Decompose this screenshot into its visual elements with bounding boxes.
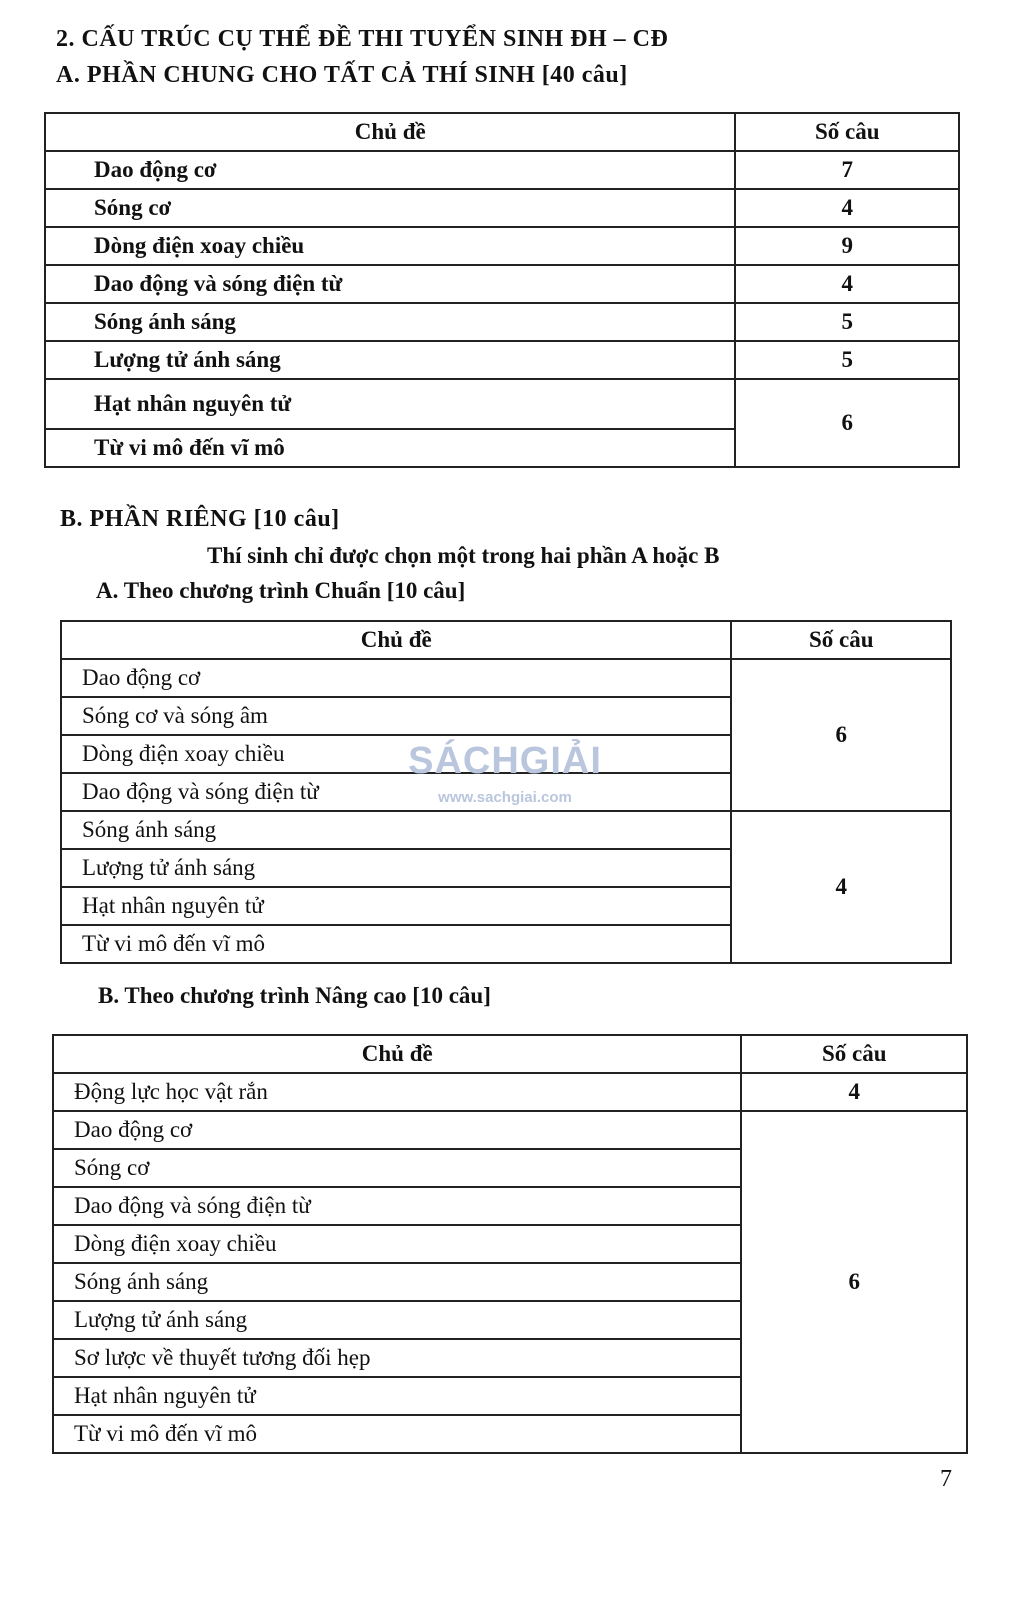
table-row [45, 189, 959, 227]
topic-cell: Hạt nhân nguyên tử [45, 379, 735, 429]
topic-cell: Hạt nhân nguyên tử [61, 887, 731, 925]
table-row [45, 303, 959, 341]
column-header-count: Số câu [731, 621, 951, 659]
count-cell: 6 [735, 379, 959, 467]
topic-cell: Sóng ánh sáng [61, 811, 731, 849]
topic-cell: Động lực học vật rắn [53, 1073, 741, 1111]
count-cell: 6 [731, 659, 951, 811]
table-row [45, 227, 959, 265]
table-header-row [45, 113, 959, 151]
watermark-url: www.sachgiai.com [438, 789, 572, 806]
column-header-topic: Chủ đề [45, 113, 735, 151]
topic-cell: Dao động và sóng điện từ [45, 265, 735, 303]
topic-cell: Lượng tử ánh sáng [53, 1301, 741, 1339]
watermark-logo: SÁCHGIẢI [408, 740, 602, 782]
topic-cell: Dao động cơ [61, 659, 731, 697]
table-header-row [53, 1035, 967, 1073]
table-header-row [61, 621, 951, 659]
topic-cell: Từ vi mô đến vĩ mô [61, 925, 731, 963]
topic-cell: Dao động và sóng điện từ [53, 1187, 741, 1225]
count-cell: 4 [731, 811, 951, 963]
page-number: 7 [940, 1466, 952, 1492]
table-row [53, 1111, 967, 1149]
topic-cell: Dao động cơ [45, 151, 735, 189]
topic-cell: Dòng điện xoay chiều [45, 227, 735, 265]
table-row [45, 265, 959, 303]
count-cell: 7 [735, 151, 959, 189]
table-row [61, 811, 951, 849]
topic-cell: Sóng ánh sáng [53, 1263, 741, 1301]
topic-cell: Hạt nhân nguyên tử [53, 1377, 741, 1415]
count-cell: 5 [735, 303, 959, 341]
table-row [45, 341, 959, 379]
section-heading-structure: 2. CẤU TRÚC CỤ THỂ ĐỀ THI TUYỂN SINH ĐH – CĐ [56, 26, 669, 52]
count-cell: 9 [735, 227, 959, 265]
topic-cell: Sóng cơ [45, 189, 735, 227]
topic-cell: Lượng tử ánh sáng [45, 341, 735, 379]
table-common-part [44, 112, 960, 468]
column-header-count: Số câu [735, 113, 959, 151]
topic-cell: Sóng cơ và sóng âm [61, 697, 731, 735]
table-advanced-program [52, 1034, 968, 1454]
topic-cell: Dòng điện xoay chiều [53, 1225, 741, 1263]
topic-cell: Sơ lược về thuyết tương đối hẹp [53, 1339, 741, 1377]
subsection-heading-advanced: B. Theo chương trình Nâng cao [10 câu] [98, 983, 491, 1008]
topic-cell: Từ vi mô đến vĩ mô [45, 429, 735, 467]
section-heading-common-part: A. PHẦN CHUNG CHO TẤT CẢ THÍ SINH [40 câu] [56, 62, 628, 88]
topic-cell: Lượng tử ánh sáng [61, 849, 731, 887]
topic-cell: Dao động cơ [53, 1111, 741, 1149]
topic-cell: Dao động và sóng điện từ [61, 773, 731, 811]
count-cell: 5 [735, 341, 959, 379]
instruction-note: Thí sinh chỉ được chọn một trong hai phần A hoặc B [207, 543, 720, 568]
column-header-topic: Chủ đề [53, 1035, 741, 1073]
column-header-count: Số câu [741, 1035, 967, 1073]
table-row [53, 1073, 967, 1111]
count-cell: 4 [735, 265, 959, 303]
watermark [405, 740, 605, 806]
count-cell: 4 [735, 189, 959, 227]
topic-cell: Sóng cơ [53, 1149, 741, 1187]
section-heading-separate-part: B. PHẦN RIÊNG [10 câu] [60, 506, 340, 532]
topic-cell: Từ vi mô đến vĩ mô [53, 1415, 741, 1453]
column-header-topic: Chủ đề [61, 621, 731, 659]
table-row [45, 151, 959, 189]
table-row [45, 379, 959, 429]
count-cell: 4 [741, 1073, 967, 1111]
topic-cell: Dòng điện xoay chiều [61, 735, 731, 773]
count-cell: 6 [741, 1111, 967, 1453]
topic-cell: Sóng ánh sáng [45, 303, 735, 341]
subsection-heading-standard: A. Theo chương trình Chuẩn [10 câu] [96, 578, 466, 603]
table-row [61, 659, 951, 697]
